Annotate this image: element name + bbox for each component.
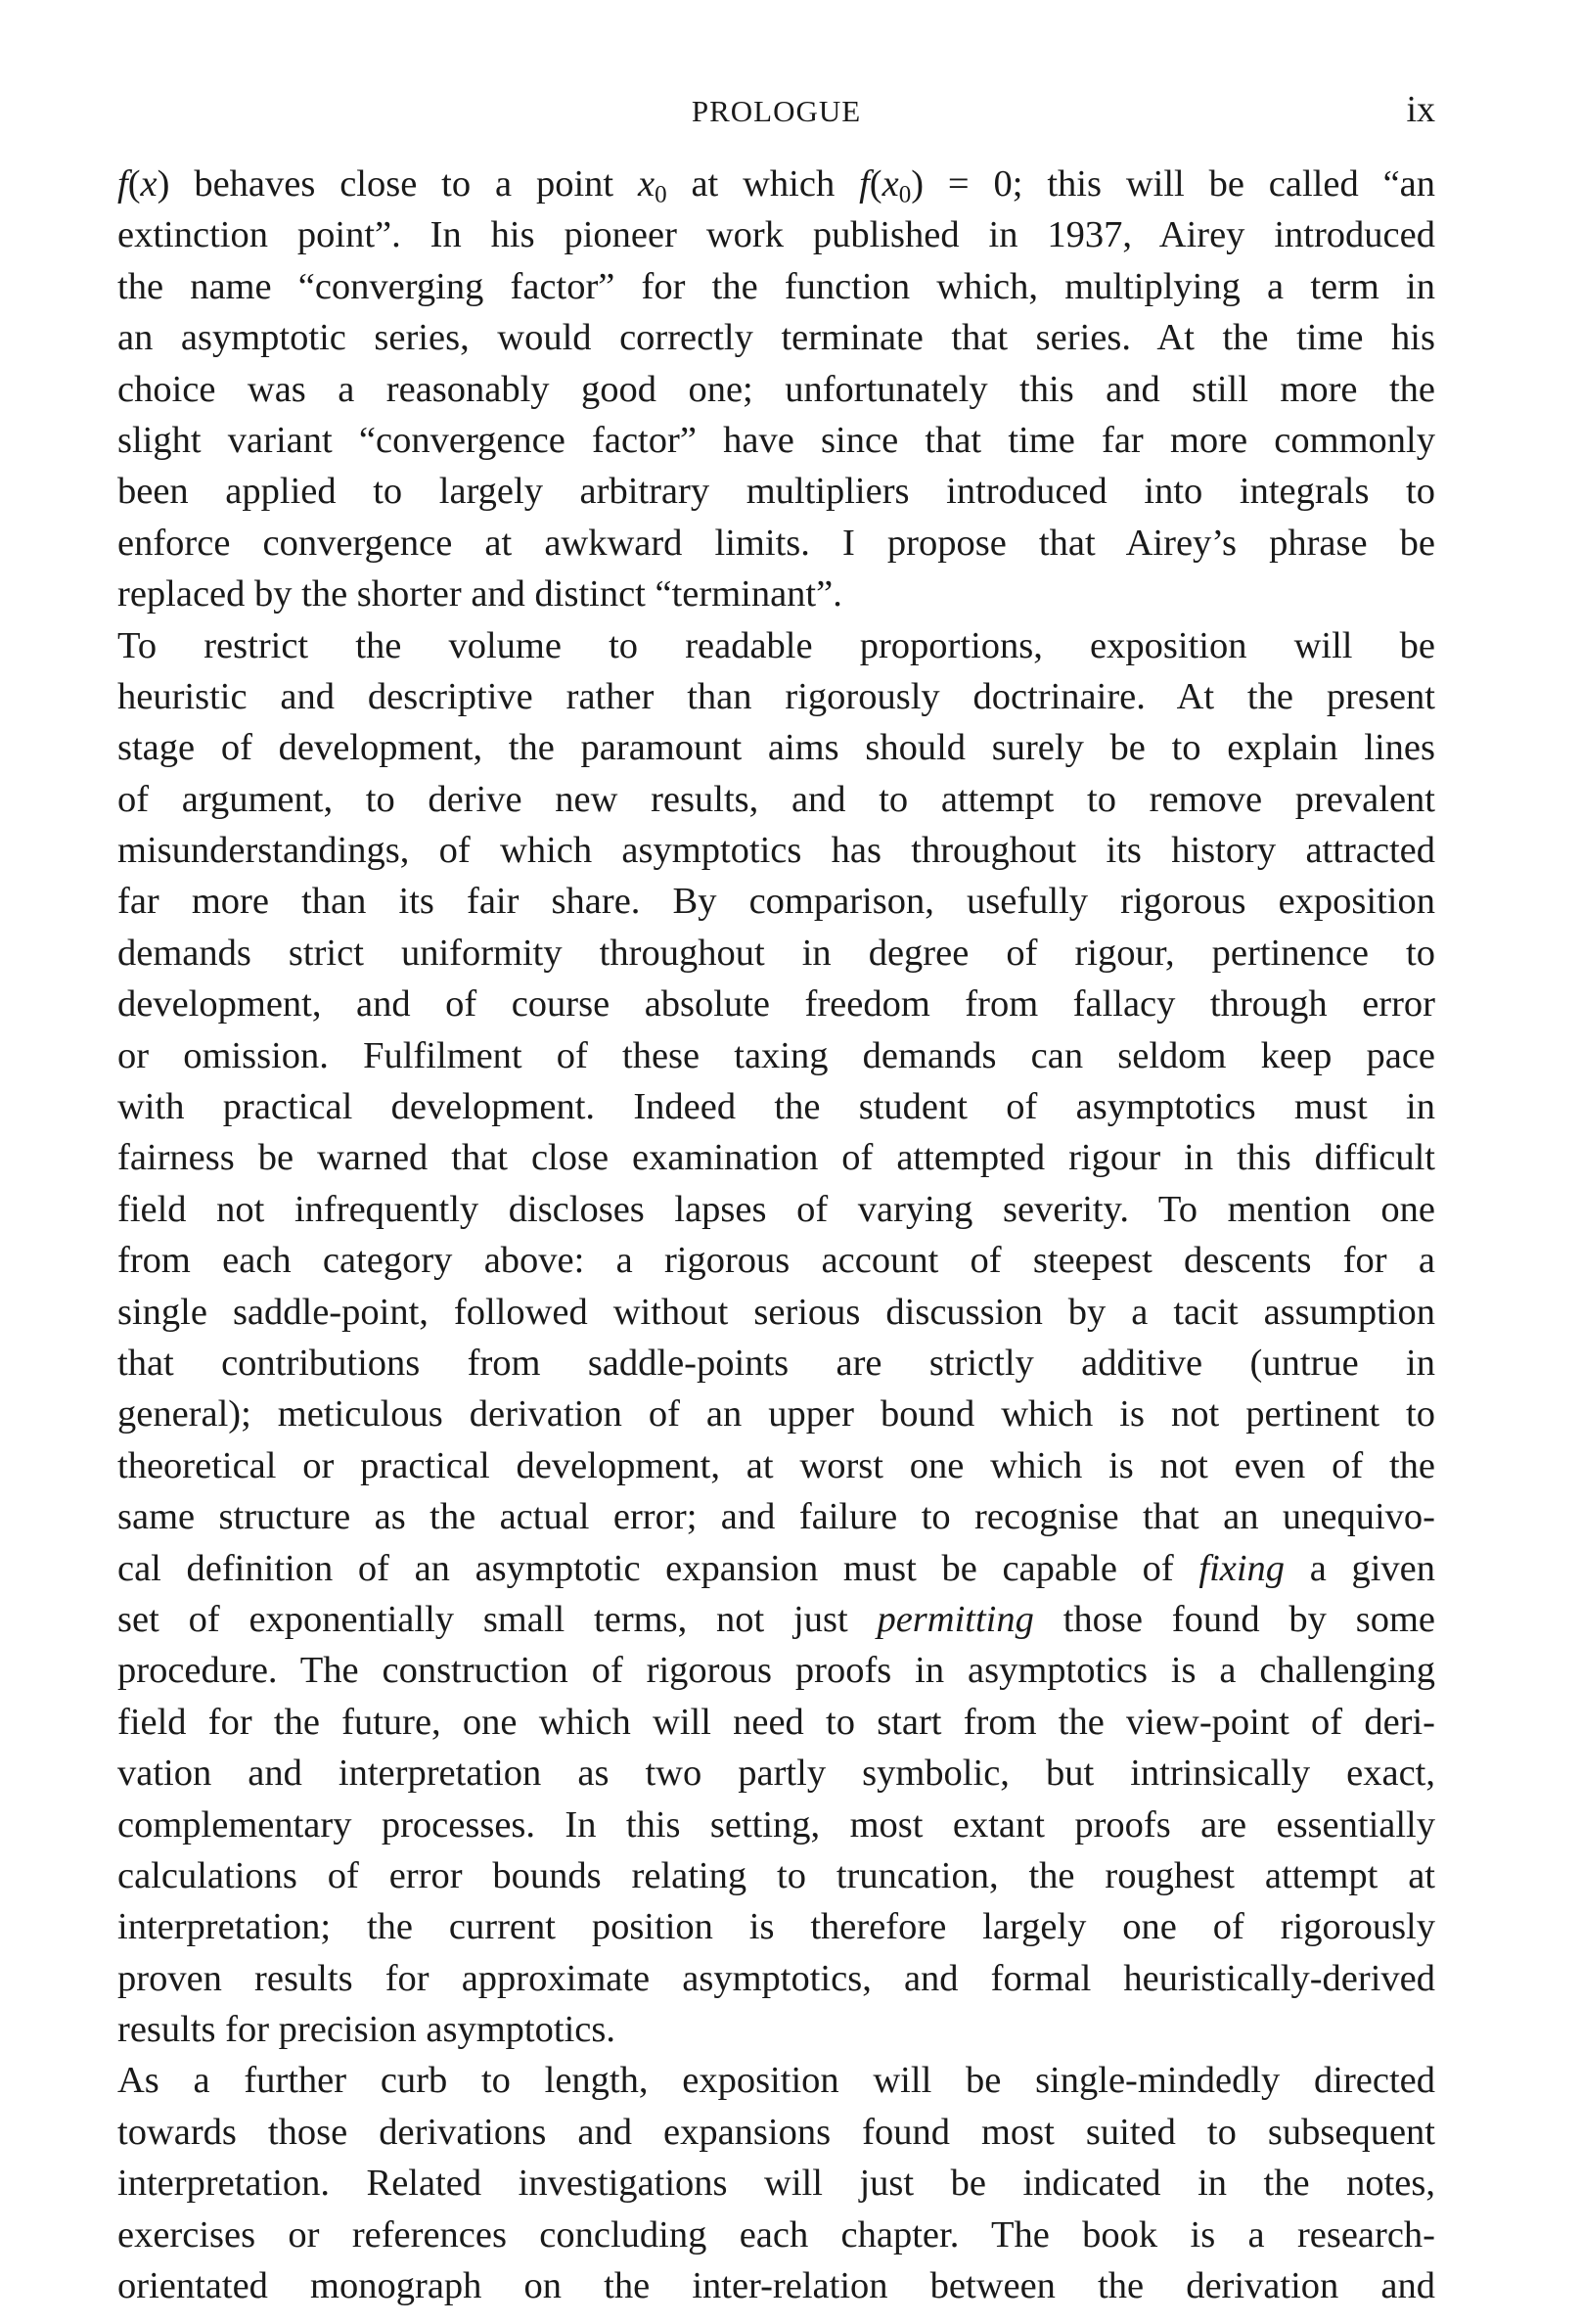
text-line [117, 1132, 1435, 1183]
text-segment: single saddle-point, followed without serious discussion by a tacit assumption [117, 1291, 1435, 1333]
text-segment: set of exponentially small terms, not just [117, 1598, 878, 1640]
text-line [117, 2107, 1435, 2158]
italic-text: permitting [877, 1598, 1034, 1640]
text-line [117, 1184, 1435, 1235]
text-segment: general); meticulous derivation of an upper bound which is not pertinent to [117, 1393, 1435, 1435]
text-line [117, 1338, 1435, 1389]
text-segment: a given [1285, 1547, 1435, 1589]
text-line [117, 1800, 1435, 1850]
text-segment: field not infrequently discloses lapses of varying severity. To mention one [117, 1188, 1435, 1230]
subscript: 0 [898, 181, 912, 208]
text-line [117, 979, 1435, 1029]
text-segment: proven results for approximate asymptotics, and formal heuristically-derived [117, 1957, 1435, 1999]
text-line [117, 261, 1435, 312]
text-segment: of argument, to derive new results, and to attempt to remove prevalent [117, 778, 1435, 820]
text-segment: theoretical or practical development, at worst one which is not even of the [117, 1444, 1435, 1486]
text-segment: development, and of course absolute freedom from fallacy through error [117, 983, 1435, 1025]
italic-text: x [637, 163, 655, 205]
text-segment: ) behaves close to a point [157, 163, 638, 205]
italic-text: f [859, 163, 870, 205]
subscript: 0 [655, 181, 667, 208]
text-segment: complementary processes. In this setting, most extant proofs are essentially [117, 1803, 1435, 1846]
text-segment: demands strict uniformity throughout in degree of rigour, pertinence to [117, 932, 1435, 974]
text-line [117, 2055, 1435, 2106]
text-segment: an asymptotic series, would correctly terminate that series. At the time his [117, 317, 1435, 359]
page-body-text [117, 159, 1435, 2311]
text-segment: those found by some [1033, 1598, 1435, 1640]
text-line [117, 2158, 1435, 2209]
text-line [117, 1543, 1435, 1594]
text-segment: extinction point”. In his pioneer work published in 1937, Airey introduced [117, 214, 1435, 256]
text-segment: same structure as the actual error; and failure to recognise that an unequivo- [117, 1496, 1435, 1538]
page-number: ix [1406, 89, 1435, 130]
text-line [117, 1287, 1435, 1338]
italic-text: x [140, 163, 158, 205]
text-line [117, 364, 1435, 415]
text-segment: enforce convergence at awkward limits. I propose that Airey’s phrase be [117, 522, 1435, 564]
text-segment: calculations of error bounds relating to truncation, the roughest attempt at [117, 1854, 1435, 1896]
running-header [117, 89, 1435, 137]
text-segment: cal definition of an asymptotic expansion must be capable of [117, 1547, 1199, 1589]
text-line [117, 1645, 1435, 1696]
running-header-title: PROLOGUE [691, 94, 862, 128]
text-line [117, 774, 1435, 825]
text-segment: the name “converging factor” for the function which, multiplying a term in [117, 265, 1435, 307]
text-line [117, 928, 1435, 979]
text-segment: towards those derivations and expansions found most suited to subsequent [117, 2111, 1435, 2153]
text-line [117, 671, 1435, 722]
text-segment: As a further curb to length, exposition will be single-mindedly directed [117, 2060, 1435, 2102]
text-segment: exercises or references concluding each chapter. The book is a research- [117, 2213, 1435, 2256]
text-line [117, 209, 1435, 260]
text-segment: ) = 0; this will be called “an [911, 163, 1436, 205]
text-line [117, 159, 1435, 209]
text-line [117, 1389, 1435, 1439]
text-segment: interpretation; the current position is therefore largely one of rigorously [117, 1906, 1435, 1948]
text-line [117, 1953, 1435, 2004]
text-line [117, 1081, 1435, 1132]
text-segment: To restrict the volume to readable proportions, exposition will be [117, 624, 1435, 666]
text-segment: procedure. The construction of rigorous proofs in asymptotics is a challenging [117, 1650, 1435, 1692]
text-segment: far more than its fair share. By comparison, usefully rigorous exposition [117, 881, 1435, 923]
text-line [117, 1491, 1435, 1542]
text-segment: ( [127, 163, 141, 205]
text-segment: at which [666, 163, 860, 205]
text-segment: choice was a reasonably good one; unfortunately this and still more the [117, 368, 1435, 410]
text-segment: misunderstandings, of which asymptotics has throughout its history attracted [117, 830, 1435, 872]
text-segment: fairness be warned that close examination of attempted rigour in this difficult [117, 1137, 1435, 1179]
text-segment: or omission. Fulfilment of these taxing demands can seldom keep pace [117, 1034, 1435, 1076]
text-line [117, 620, 1435, 671]
text-segment: replaced by the shorter and distinct “terminant”. [117, 573, 842, 615]
text-segment: field for the future, one which will need to start from the view-point of deri- [117, 1701, 1435, 1743]
text-segment: from each category above: a rigorous account of steepest descents for a [117, 1240, 1435, 1282]
text-segment: slight variant “convergence factor” have since that time far more commonly [117, 419, 1435, 461]
text-line [117, 1235, 1435, 1286]
text-line [117, 722, 1435, 773]
text-segment: with practical development. Indeed the student of asymptotics must in [117, 1086, 1435, 1128]
text-line [117, 876, 1435, 927]
text-line [117, 2210, 1435, 2260]
text-segment: ( [869, 163, 882, 205]
text-line [117, 2004, 1435, 2055]
italic-text: f [117, 163, 128, 205]
text-segment: vation and interpretation as two partly symbolic, but intrinsically exact, [117, 1753, 1435, 1795]
text-line [117, 518, 1435, 569]
text-line [117, 825, 1435, 876]
italic-text: fixing [1198, 1547, 1286, 1589]
text-segment: orientated monograph on the inter-relation between the derivation and [117, 2265, 1435, 2307]
text-line [117, 569, 1435, 619]
text-segment: interpretation. Related investigations will just be indicated in the notes, [117, 2163, 1435, 2205]
text-line [117, 1697, 1435, 1748]
text-line [117, 1440, 1435, 1491]
text-line [117, 2260, 1435, 2311]
text-segment: stage of development, the paramount aims should surely be to explain lines [117, 727, 1435, 769]
text-line [117, 415, 1435, 466]
text-line [117, 312, 1435, 363]
text-line [117, 1850, 1435, 1901]
italic-text: x [881, 163, 899, 205]
text-line [117, 1594, 1435, 1645]
text-line [117, 1901, 1435, 1952]
text-line [117, 1030, 1435, 1081]
text-segment: results for precision asymptotics. [117, 2009, 615, 2051]
text-line [117, 466, 1435, 517]
text-line [117, 1748, 1435, 1799]
text-segment: that contributions from saddle-points are strictly additive (untrue in [117, 1342, 1435, 1384]
text-segment: been applied to largely arbitrary multipliers introduced into integrals to [117, 471, 1435, 513]
text-segment: heuristic and descriptive rather than rigorously doctrinaire. At the present [117, 675, 1435, 717]
